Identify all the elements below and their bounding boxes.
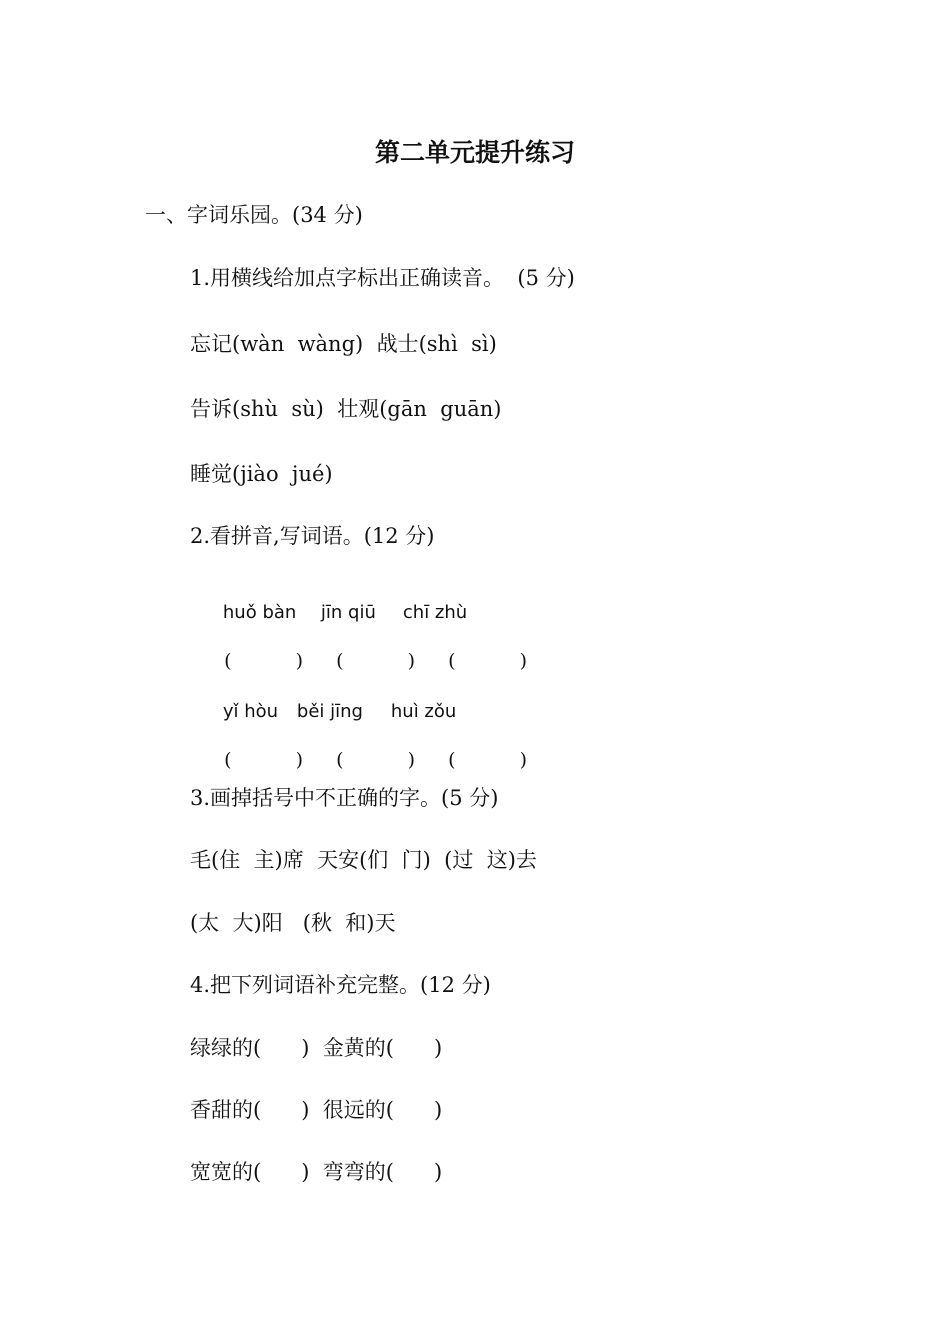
answer-blank[interactable]: ( ) bbox=[448, 650, 528, 672]
pinyin-item: huǒ bàn bbox=[222, 602, 297, 623]
answer-blank[interactable]: ( ) bbox=[448, 749, 528, 771]
question-4-heading: 4.把下列词语补充完整。(12 分) bbox=[190, 973, 491, 997]
question-1-heading: 1.用横线给加点字标出正确读音。 (5 分) bbox=[190, 266, 575, 290]
question-1-line-3: 睡觉(jiào jué) bbox=[190, 462, 333, 486]
pinyin-item: huì zǒu bbox=[390, 701, 457, 722]
section-heading: 一、字词乐园。(34 分) bbox=[145, 203, 363, 227]
pinyin-item: chī zhù bbox=[402, 602, 468, 623]
question-3-line-1: 毛(住 主)席 天安(们 门) (过 这)去 bbox=[190, 848, 537, 872]
page-title: 第二单元提升练习 bbox=[374, 138, 575, 167]
pinyin-item: yǐ hòu bbox=[222, 701, 279, 722]
answer-blank[interactable]: ( ) bbox=[224, 650, 304, 672]
answer-blank[interactable]: ( ) bbox=[336, 650, 416, 672]
answer-blank[interactable]: ( ) bbox=[224, 749, 304, 771]
question-1-line-1: 忘记(wàn wàng) 战士(shì sì) bbox=[190, 332, 497, 356]
question-3-line-2: (太 大)阳 (秋 和)天 bbox=[190, 911, 396, 935]
question-2-heading: 2.看拼音,写词语。(12 分) bbox=[190, 524, 435, 548]
pinyin-item: jīn qiū bbox=[320, 602, 376, 623]
question-4-line-3: 宽宽的( ) 弯弯的( ) bbox=[190, 1160, 443, 1184]
question-1-line-2: 告诉(shù sù) 壮观(gān guān) bbox=[190, 397, 502, 421]
question-3-heading: 3.画掉括号中不正确的字。(5 分) bbox=[190, 786, 499, 810]
pinyin-item: běi jīng bbox=[296, 701, 363, 722]
question-4-line-1: 绿绿的( ) 金黄的( ) bbox=[190, 1036, 443, 1060]
answer-blank[interactable]: ( ) bbox=[336, 749, 416, 771]
question-4-line-2: 香甜的( ) 很远的( ) bbox=[190, 1098, 443, 1122]
